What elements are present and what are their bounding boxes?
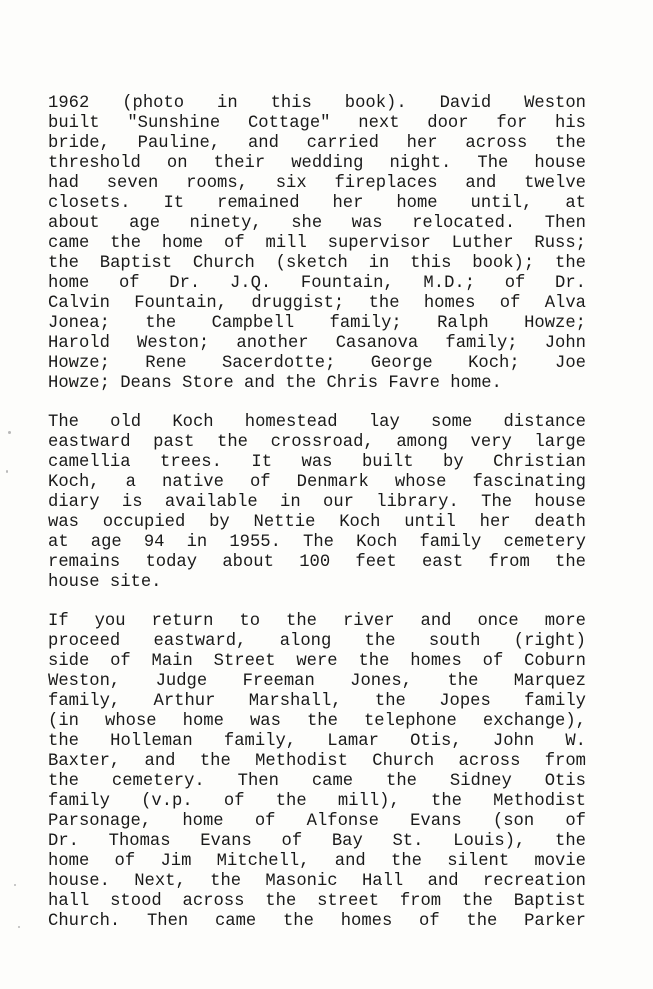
text-line: Dr. Thomas Evans of Bay St. Louis), the	[48, 832, 586, 851]
text-line: 1962 (photo in this book). David Weston	[48, 94, 586, 113]
text-line: closets. It remained her home until, at	[48, 194, 586, 213]
scan-speck	[8, 431, 11, 434]
text-line: had seven rooms, six fireplaces and twelve	[48, 174, 586, 193]
text-line: Howze; Rene Sacerdotte; George Koch; Joe	[48, 354, 586, 373]
text-line: remains today about 100 feet east from the	[48, 553, 586, 572]
text-line: Calvin Fountain, druggist; the homes of Alva	[48, 294, 586, 313]
text-line: about age ninety, she was relocated. Then	[48, 214, 586, 233]
text-line: family, Arthur Marshall, the Jopes family	[48, 692, 586, 711]
text-line: (in whose home was the telephone exchange),	[48, 712, 586, 731]
paragraph-1	[48, 94, 586, 394]
text-line: home of Dr. J.Q. Fountain, M.D.; of Dr.	[48, 274, 586, 293]
text-line: was occupied by Nettie Koch until her death	[48, 513, 586, 532]
text-line: camellia trees. It was built by Christian	[48, 453, 586, 472]
text-line: Weston, Judge Freeman Jones, the Marquez	[48, 672, 586, 691]
scan-speck	[18, 926, 20, 928]
text-line: the Holleman family, Lamar Otis, John W.	[48, 732, 586, 751]
text-line: Church. Then came the homes of the Parker	[48, 912, 586, 931]
text-line: at age 94 in 1955. The Koch family cemetery	[48, 533, 586, 552]
text-line: home of Jim Mitchell, and the silent movie	[48, 852, 586, 871]
text-line: came the home of mill supervisor Luther Russ;	[48, 234, 586, 253]
text-line: The old Koch homestead lay some distance	[48, 413, 586, 432]
text-line: diary is available in our library. The house	[48, 493, 586, 512]
text-line: If you return to the river and once more	[48, 612, 586, 631]
text-line: family (v.p. of the mill), the Methodist	[48, 792, 586, 811]
text-line: house. Next, the Masonic Hall and recreation	[48, 872, 586, 891]
text-line: Harold Weston; another Casanova family; John	[48, 334, 586, 353]
text-line: Koch, a native of Denmark whose fascinating	[48, 473, 586, 492]
text-line: Jonea; the Campbell family; Ralph Howze;	[48, 314, 586, 333]
text-line: bride, Pauline, and carried her across the	[48, 134, 586, 153]
text-line: proceed eastward, along the south (right)	[48, 632, 586, 651]
scan-speck	[14, 884, 16, 886]
text-line: built "Sunshine Cottage" next door for his	[48, 114, 586, 133]
text-line: hall stood across the street from the Baptist	[48, 892, 586, 911]
text-line: house site.	[48, 573, 162, 592]
text-line: Howze; Deans Store and the Chris Favre home.	[48, 374, 502, 393]
text-line: the cemetery. Then came the Sidney Otis	[48, 772, 586, 791]
text-line: Baxter, and the Methodist Church across from	[48, 752, 586, 771]
text-line: side of Main Street were the homes of Coburn	[48, 652, 586, 671]
text-line: eastward past the crossroad, among very large	[48, 433, 586, 452]
text-line: the Baptist Church (sketch in this book); the	[48, 254, 586, 273]
paragraph-2	[48, 413, 586, 593]
paragraph-3	[48, 612, 586, 932]
text-line: threshold on their wedding night. The house	[48, 154, 586, 173]
scan-speck	[6, 470, 8, 473]
text-line: Parsonage, home of Alfonse Evans (son of	[48, 812, 586, 831]
